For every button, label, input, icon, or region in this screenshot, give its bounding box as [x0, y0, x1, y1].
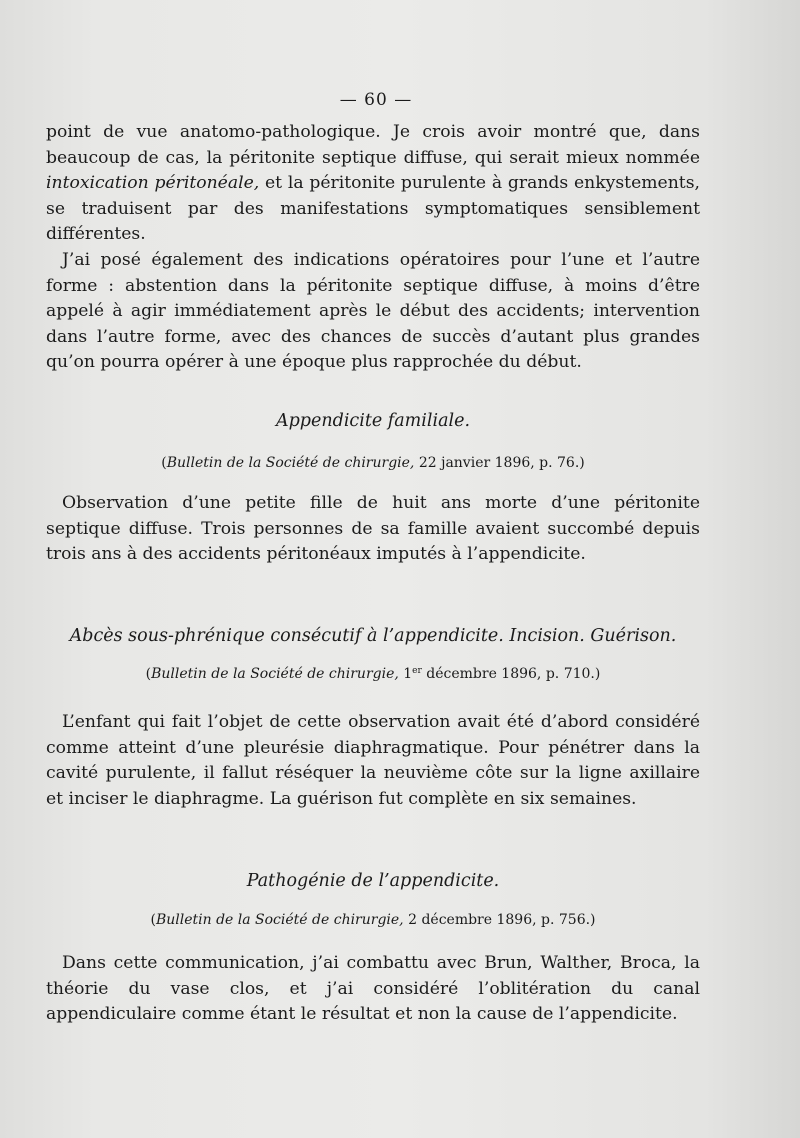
intro-paragraph-2: J’ai posé également des indications opératoires pour l’une et l’autre forme : abstention dans la péritonite septique diffuse, à moins d’être appelé à agir immédiatement après le début des accidents; intervention dans l’autre forme, avec des chances de succès d’autant plus grandes qu’on pourra opérer à une époque plus rapprochée du début. — [46, 249, 700, 373]
page-number: — 60 — — [339, 90, 413, 110]
section-reference-1: (Bulletin de la Société de chirurgie, 22 janvier 1896, p. 76.) — [161, 455, 585, 471]
section-reference-3: (Bulletin de la Société de chirurgie, 2 décembre 1896, p. 756.) — [150, 912, 596, 928]
section-reference-2: (Bulletin de la Société de chirurgie, 1er décembre 1896, p. 710.) — [145, 666, 601, 682]
section-body-3: Dans cette communication, j’ai combattu avec Brun, Walther, Broca, la théorie du vase clos, et j’ai considéré l’oblitération du canal appendiculaire comme étant le résultat et non la cause de l’appendicite. — [46, 953, 700, 1025]
section-title-abces-sous-phrenique: Abcès sous-phrénique consécutif à l’appendicite. Incision. Guérison. — [69, 626, 677, 646]
section-title-pathogenie: Pathogénie de l’appendicite. — [246, 871, 500, 891]
intro-text — [46, 120, 700, 376]
section-body-2: L’enfant qui fait l’objet de cette observation avait été d’abord considéré comme atteint d’une pleurésie diaphragmatique. Pour pénétrer dans la cavité purulente, il fallut réséquer la neuvième côte sur la ligne axillaire et inciser le diaphragme. La guérison fut complète en six semaines. — [46, 712, 700, 809]
intro-paragraph-1: point de vue anatomo-pathologique. Je crois avoir montré que, dans beaucoup de cas, la péritonite septique diffuse, qui serait mieux nommée intoxication péritonéale, et la péritonite purulente à grands enkystements, se traduisent par des manifestations symptomatiques sensiblement différentes. — [46, 122, 700, 245]
section-title-appendicite-familiale: Appendicite familiale. — [275, 411, 471, 431]
section-body-1: Observation d’une petite fille de huit ans morte d’une péritonite septique diffuse. Trois personnes de sa famille avaient succombé depuis trois ans à des accidents péritonéaux imputés à l’appendicite. — [46, 493, 700, 565]
emphasis-term: intoxication péritonéale, — [46, 173, 260, 194]
